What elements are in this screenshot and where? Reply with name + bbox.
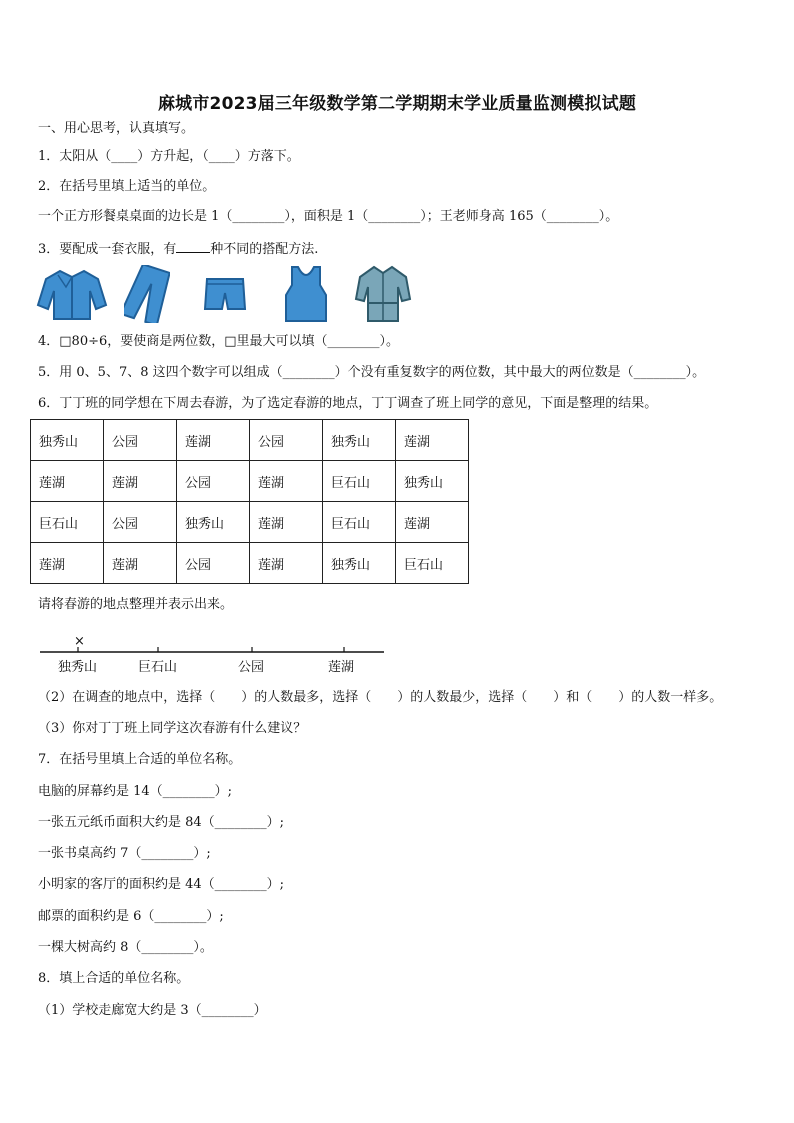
table-cell: 莲湖 [177,420,250,461]
table-row [31,461,469,502]
axis-label: 巨石山 [138,660,178,675]
tank-top-icon [282,265,330,323]
table-cell: 公园 [104,420,177,461]
question-7-item: 小明家的客厅的面积约是 44（________）; [38,877,285,892]
axis-line [40,636,390,656]
question-7-item: 一棵大树高约 8（________）。 [38,940,213,955]
table-cell: 公园 [250,420,323,461]
table-row [31,543,469,584]
table-row [31,420,469,461]
question-2-detail: 一个正方形餐桌桌面的边长是 1（________），面积是 1（________）；王老师身高 165（________）。 [38,209,619,224]
section-heading: 一、用心思考，认真填写。 [38,121,195,136]
axis-label: 莲湖 [328,660,355,675]
table-cell: 独秀山 [177,502,250,543]
question-6-instruction: 请将春游的地点整理并表示出来。 [38,597,234,612]
table-cell: 莲湖 [250,543,323,584]
table-cell: 莲湖 [250,461,323,502]
axis-label: 公园 [238,660,265,675]
answer-blank [176,240,210,253]
tally-axis [40,636,390,676]
axis-label: 独秀山 [58,660,98,675]
question-1: 1．太阳从（____）方升起，（____）方落下。 [38,149,300,164]
table-cell: 巨石山 [323,502,396,543]
table-cell: 莲湖 [31,543,104,584]
table-cell: 巨石山 [396,543,469,584]
table-row [31,502,469,543]
table-cell: 莲湖 [31,461,104,502]
table-cell: 公园 [177,461,250,502]
question-7-item: 一张书桌高约 7（________）; [38,846,211,861]
coat-icon [354,265,412,323]
table-cell: 巨石山 [323,461,396,502]
table-cell: 莲湖 [396,420,469,461]
question-2: 2．在括号里填上适当的单位。 [38,179,216,194]
question-6: 6．丁丁班的同学想在下周去春游，为了选定春游的地点，丁丁调查了班上同学的意见，下面是整理的结果。 [38,396,658,411]
table-cell: 莲湖 [250,502,323,543]
question-3-text-b: 种不同的搭配方法. [210,242,319,257]
question-6-part-3: （3）你对丁丁班上同学这次春游有什么建议？ [38,721,307,736]
question-8-part-1: （1）学校走廊宽大约是 3（________） [38,1003,267,1018]
survey-table [30,419,469,584]
question-3-text-a: 3．要配成一套衣服，有 [38,242,177,257]
table-cell: 公园 [177,543,250,584]
question-8: 8．填上合适的单位名称。 [38,971,190,986]
question-7: 7．在括号里填上合适的单位名称。 [38,752,242,767]
question-6-part-2: （2）在调查的地点中，选择（ ）的人数最多，选择（ ）的人数最少，选择（ ）和（ ）的人数一样多。 [38,690,723,705]
question-7-item: 电脑的屏幕约是 14（________）; [38,784,233,799]
question-7-item: 一张五元纸币面积大约是 84（________）; [38,815,285,830]
question-7-item: 邮票的面积约是 6（________）; [38,909,224,924]
pants-icon [124,265,170,323]
table-cell: 巨石山 [31,502,104,543]
table-cell: 独秀山 [323,543,396,584]
clothing-images [36,265,436,325]
table-cell: 莲湖 [104,461,177,502]
table-cell: 独秀山 [31,420,104,461]
tally-mark: × [74,634,85,649]
table-cell: 莲湖 [104,543,177,584]
question-5: 5．用 0、5、7、8 这四个数字可以组成（________）个没有重复数字的两位数，其中最大的两位数是（________）。 [38,365,706,380]
jacket-icon [36,265,108,323]
page-title: 麻城市2023届三年级数学第二学期期末学业质量监测模拟试题 [157,94,637,114]
table-cell: 公园 [104,502,177,543]
question-4: 4．□80÷6，要使商是两位数，□里最大可以填（________）。 [38,334,400,349]
table-cell: 莲湖 [396,502,469,543]
table-cell: 独秀山 [396,461,469,502]
question-3 [38,240,318,258]
shorts-icon [202,265,248,323]
table-cell: 独秀山 [323,420,396,461]
